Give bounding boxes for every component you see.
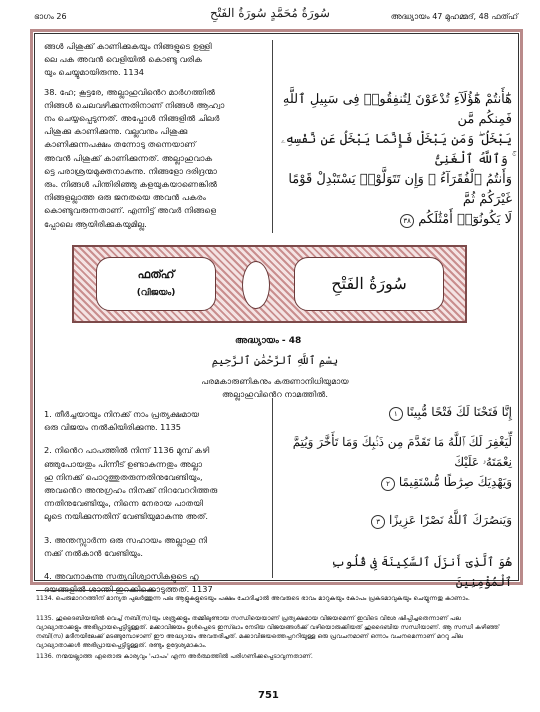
surah-subtitle-malayalam: (വിജയം): [136, 288, 176, 298]
arabic-line: لَا يَكُونُوٓا۟ أَمْثَٰلَكُم: [418, 212, 512, 227]
text-line: ഒരു വിജയം നൽകിയിരിക്കുന്നു. 1135: [44, 422, 182, 433]
surah-title-malayalam: ഫത്ഹ്: [137, 268, 175, 281]
text-line: 4. അവനാകുന്നു സത്യവിശ്വാസികളുടെ ഹൃ: [44, 571, 199, 582]
intro-text: [170, 375, 380, 401]
verse-number-mark: ٢: [381, 477, 395, 491]
column-divider: [272, 40, 273, 233]
footnote-1135: 1135. ഹുദൈബിയയിൽ വെച്ച് നബി(സ)യും ശത്രുക്കളും തമ്മിലുണ്ടായ സന്ധിയെയാണ് പ്രത്യക്ഷമായ വിജയമെന്ന് ഇവിടെ വിശേ ഷിപ്പിച്ചതെന്നാണ് പല വ്യാഖ്യാതാക്കളും അഭിപ്രായപ്പെട്ടിട്ടുള്ളത്. മക്കാവിജയം ഉൾപ്പെടെ ഇസ്‌ലാം നേടിയ വിജയങ്ങൾക്ക് വഴിയൊരുക്കിയത് ഹുദൈബിയ സന്ധിയാണ്. ആ സന്ധി കഴിഞ്ഞ് നബി(സ) മദീനയിലേക്ക് മടങ്ങുമ്പോഴാണ് ഈ അദ്ധ്യായം അവതരിച്ചത്. മക്കാവിജയത്തെപ്പററിയുള്ള ഒരു പ്രവചനമാണ് ഒന്നാം വചനമെന്നാണ് മററു ചില വ്യാഖ്യാതാക്കൾ അഭിപ്രായപ്പെട്ടിട്ടുള്ളത്. രണ്ടും ഉദ്ദേശ്യമാകാം.: [36, 615, 500, 649]
arabic-verse: وَيَهْدِيَكَ صِرَٰطًا مُّسْتَقِيمًا: [398, 475, 512, 489]
verse-3: [44, 534, 266, 560]
ornament-icon: [242, 261, 270, 309]
verses-malayalam: [44, 408, 266, 596]
arabic-line: يَبْخَلُ ۖ وَمَن يَبْخَلْ فَإِنَّمَا يَبْخَلُ عَن نَّفْسِهِۦ ۚ وَٱللَّهُ ٱلْغَنِىُّ: [280, 132, 512, 167]
text-line: ഹു നിനക്ക് പൊറുത്തുതരുന്നതിനുവേണ്ടിയും,: [44, 471, 203, 482]
surah-title-banner: [72, 245, 467, 323]
column-divider: [272, 398, 273, 578]
text-line: കൊണ്ടുവരുന്നതാണ്. എന്നിട്ട് അവർ നിങ്ങളെ: [44, 205, 217, 216]
text-line: അവൻെറ അനുഗ്രഹം നിനക്ക് നിറവേററിത്തരു: [44, 485, 218, 496]
text-line: 2. നിൻെറ പാപത്തിൽ നിന്ന് 1136 മുമ്പ് കഴി: [44, 445, 210, 456]
footnote-1134: 1134. പെരുമാററത്തിന് മാന്യത പുലർത്തുന്ന പല ആളുകളുടെയും പക്ഷം ചോദിച്ചാൽ അവരുടെ ഭാവം മാറുകയും കോപം പ്രകടമാവുകയും ചെയ്യുന്നതു കാണാം.: [36, 595, 470, 602]
text-line: ട്ടെ പരാശ്രയമുക്തനാകുന്നു. നിങ്ങളോ ദരിദ്രന്മാ: [44, 165, 217, 176]
text-line: പ്പോലെ ആയിരിക്കുകയുമില്ല.: [44, 218, 147, 229]
text-line: അല്ലാഹുവിൻെറ നാമത്തിൽ.: [222, 389, 328, 399]
top-malayalam-text: [44, 40, 266, 231]
surah-header-arabic: سُورَةُ مُحَمَّدٍ سُورَةُ الفَتْحِ: [210, 6, 330, 20]
part-number: ഭാഗം 26: [34, 12, 67, 21]
arabic-line: هَٰٓأَنتُمْ هَٰٓؤُلَآءِ تُدْعَوْنَ لِتُنفِقُوا۟ فِى سَبِيلِ ٱللَّهِ فَمِنكُم مَّن: [282, 92, 512, 127]
verse-4: [44, 570, 266, 596]
text-line: ന്നതിനുവേണ്ടിയും, നിന്നെ നേരായ പാതയി: [44, 498, 203, 509]
surah-title-arabic: سُورَةُ الفَتْحِ: [331, 274, 407, 293]
footnote-divider: [36, 590, 156, 591]
basmala: بِسْمِ ٱللَّهِ ٱلرَّحْمَٰنِ ٱلرَّحِيمِ: [211, 354, 339, 367]
arabic-verse: إِنَّا فَتَحْنَا لَكَ فَتْحًا مُّبِينًا: [406, 405, 512, 419]
text-line: ലൂടെ നയിക്കുന്നതിന് വേണ്ടിയുമാകുന്നു അത്.: [44, 511, 208, 522]
text-line: 1. തീർച്ചയായും നിനക്ക് നാം പ്രത്യക്ഷമായ: [44, 409, 200, 419]
chapter-header: അദ്ധ്യായം 47 മുഹമ്മദ്, 48 ഫത്ഹ്: [390, 12, 518, 21]
text-line: കാണിക്കുന്നപക്ഷം തന്നോടു തന്നെയാണ്: [44, 139, 196, 150]
malayalam-title-plate: [96, 257, 216, 311]
verse-2: [44, 444, 266, 523]
page-header: [0, 6, 540, 28]
text-line: 38. ഹേ; കൂട്ടരേ, അല്ലാഹുവിൻെറ മാർഗത്തിൽ: [44, 86, 216, 97]
verse-number-mark: ٣: [371, 515, 385, 529]
verse-number-mark: ١: [389, 407, 403, 421]
text-line: നിങ്ങൾ ചെലവഴിക്കുന്നതിനാണ് നിങ്ങൾ ആഹ്വാ: [44, 99, 225, 110]
verses-arabic: [280, 402, 512, 592]
text-line: ങ്ങൾ പിശുക്ക് കാണിക്കുകയും നിങ്ങളുടെ ഉള്ളി: [44, 41, 212, 51]
text-line: യും ചെയ്യുമായിരുന്നു. 1134: [44, 67, 145, 78]
text-line: ഞ്ഞുപോയതും പിന്നീട് ഉണ്ടാകുന്നതും അല്ലാ: [44, 458, 203, 469]
text-line: നക്ക് നൽകാൻ വേണ്ടിയും.: [44, 547, 143, 558]
arabic-line: وَأَنتُمُ ٱلْفُقَرَآءُ ۚ وَإِن تَتَوَلَّوْا۟ يَسْتَبْدِلْ قَوْمًا غَيْرَكُمْ ثُمَّ: [288, 172, 512, 207]
arabic-verse: لِّيَغْفِرَ لَكَ ٱللَّهُ مَا تَقَدَّمَ مِن ذَنۢبِكَ وَمَا تَأَخَّرَ وَيُتِمَّ نِعْمَتَهُۥ عَلَيْكَ: [292, 435, 512, 469]
text-line: നം ചെയ്യപ്പെടുന്നത്. അപ്പോൾ നിങ്ങളിൽ ചിലർ: [44, 113, 220, 124]
top-arabic-text: [280, 90, 512, 230]
arabic-title-plate: [294, 257, 444, 311]
arabic-verse: هُوَ ٱلَّذِىٓ أَنزَلَ ٱلسَّكِينَةَ فِى قُلُوبِ ٱلْمُؤْمِنِينَ: [331, 555, 512, 589]
text-line: പരമകാരുണികനും കരുണാനിധിയുമായ: [201, 376, 349, 386]
text-line: അവൻ പിശുക്ക് കാണിക്കുന്നത്. അല്ലാഹുവാക: [44, 152, 213, 163]
text-line: രും. നിങ്ങൾ പിന്തിരിഞ്ഞു കളയുകയാണെങ്കിൽ: [44, 179, 218, 190]
text-line: ലെ പക അവൻ വെളിയിൽ കൊണ്ടു വരിക: [44, 54, 202, 65]
text-line: 3. അന്തസ്സാർന്ന ഒരു സഹായം അല്ലാഹു നി: [44, 534, 208, 545]
text-line: നിങ്ങളല്ലാത്ത ഒരു ജനതയെ അവൻ പകരം: [44, 192, 206, 203]
chapter-number: അദ്ധ്യായം - 48: [235, 336, 302, 346]
text-line: പിശുക്കു കാണിക്കുന്നു. വല്ലവനും പിശുക്കു: [44, 126, 188, 137]
footnote-1136: 1136. നന്മയല്ലാത്ത ഏതൊരു കാര്യവും 'പാപം' എന്ന അർത്ഥത്തിൽ പരിഗണിക്കപ്പെടാവുന്നതാണ്.: [36, 653, 313, 660]
page-number: 751: [258, 690, 279, 701]
verse-1: [44, 408, 266, 434]
arabic-verse: وَيَنصُرَكَ ٱللَّهُ نَصْرًا عَزِيزًا: [389, 513, 512, 527]
verse-number-mark: ٣٨: [400, 214, 414, 228]
text-line: ദയങ്ങളിൽ ശാന്തി ഇറക്കിക്കൊടുത്തത്. 1137: [44, 584, 213, 595]
